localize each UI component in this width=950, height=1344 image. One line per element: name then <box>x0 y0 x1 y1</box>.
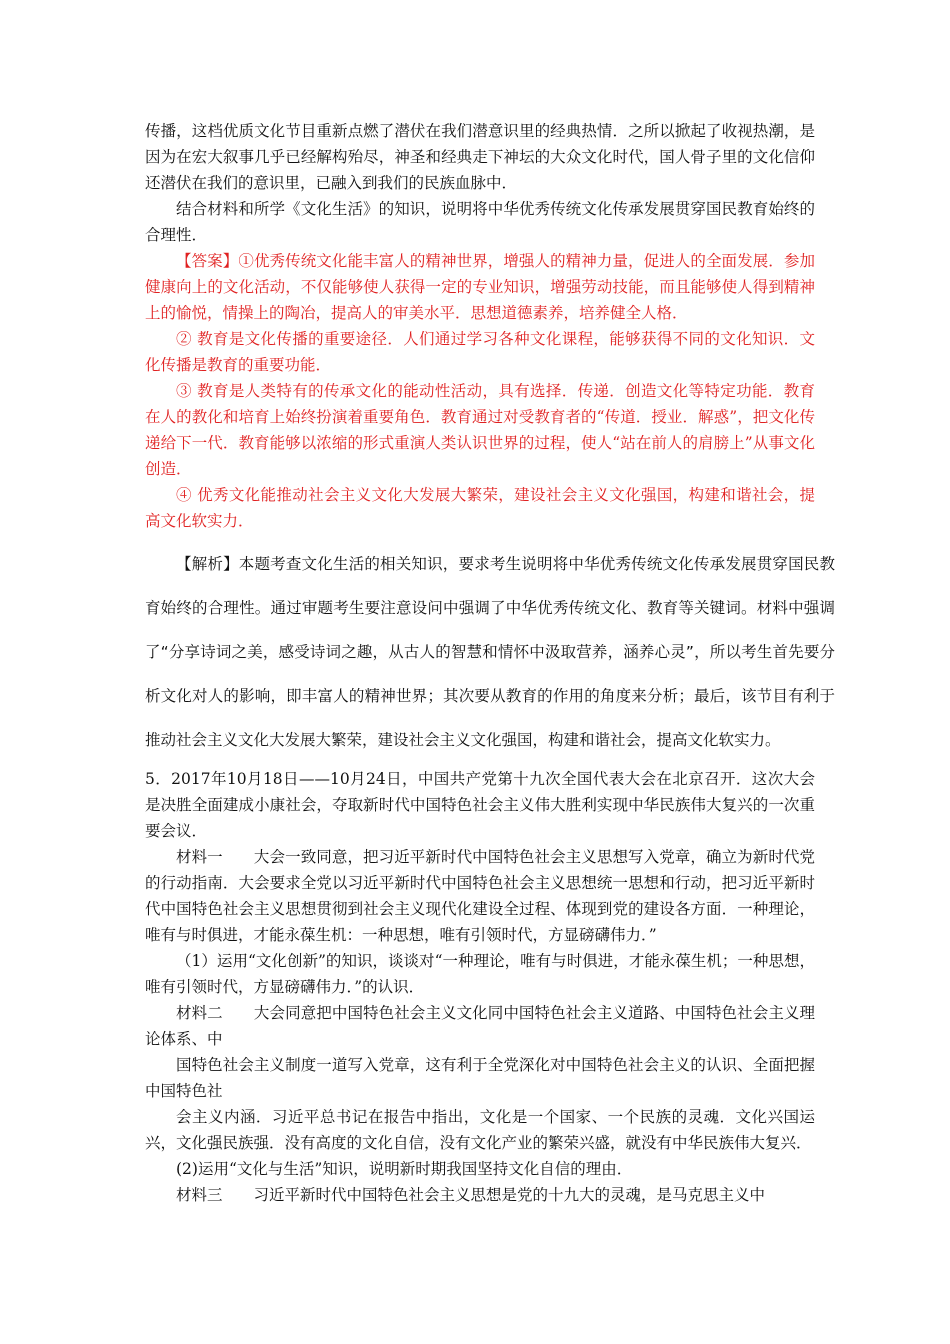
document-page <box>145 118 835 1208</box>
q5-material-2a: 材料二 大会同意把中国特色社会主义文化同中国特色社会主义道路、中国特色社会主义理论体系、中 <box>145 1004 815 1048</box>
answer-point-4: ④ 优秀文化能推动社会主义文化大发展大繁荣，建设社会主义文化强国，构建和谐社会，提高文化软实力． <box>145 486 815 530</box>
q5-sub-question-2: (2)运用“文化与生活”知识，说明新时期我国坚持文化自信的理由． <box>176 1160 633 1178</box>
q5-stem: 5．2017年10月18日——10月24日，中国共产党第十九次全国代表大会在北京召开．这次大会是决胜全面建成小康社会，夺取新时代中国特色社会主义伟大胜利实现中华民族伟大复兴的一次重要会议． <box>145 770 815 840</box>
analysis-paragraph: 【解析】本题考查文化生活的相关知识，要求考生说明将中华优秀传统文化传承发展贯穿国民教育始终的合理性。通过审题考生要注意设问中强调了中华优秀传统文化、教育等关键词。材料中强调了“分享诗词之美，感受诗词之趣，从古人的智慧和情怀中汲取营养，涵养心灵”，所以考生首先要分析文化对人的影响，即丰富人的精神世界；其次要从教育的作用的角度来分析；最后，该节目有利于推动社会主义文化大发展大繁荣，建设社会主义文化强国，构建和谐社会，提高文化软实力。 <box>145 555 835 749</box>
q5-material-2b: 国特色社会主义制度一道写入党章，这有利于全党深化对中国特色社会主义的认识、全面把握中国特色社 <box>145 1056 815 1100</box>
answer-label: 【答案】 <box>176 252 239 270</box>
intro-paragraph: 传播，这档优质文化节目重新点燃了潜伏在我们潜意识里的经典热情．之所以掀起了收视热潮，是因为在宏大叙事几乎已经解构殆尽，神圣和经典走下神坛的大众文化时代，国人骨子里的文化信仰还潜伏在我们的意识里，已融入到我们的民族血脉中． <box>145 122 815 192</box>
question-5 <box>145 766 815 1208</box>
q5-material-2c: 会主义内涵．习近平总书记在报告中指出，文化是一个国家、一个民族的灵魂．文化兴国运兴，文化强民族强．没有高度的文化自信，没有文化产业的繁荣兴盛，就没有中华民族伟大复兴． <box>145 1108 815 1152</box>
q5-material-3: 材料三 习近平新时代中国特色社会主义思想是党的十九大的灵魂，是马克思主义中 <box>176 1186 766 1204</box>
q5-sub-question-1: （1）运用“文化创新”的知识，谈谈对“一种理论，唯有与时俱进，才能永葆生机；一种思想，唯有引领时代，方显磅礴伟力．”的认识． <box>145 952 815 996</box>
answer-block <box>145 248 815 534</box>
question-text: 结合材料和所学《文化生活》的知识，说明将中华优秀传统文化传承发展贯穿国民教育始终的合理性． <box>145 200 815 244</box>
answer-point-3: ③ 教育是人类特有的传承文化的能动性活动，具有选择．传递．创造文化等特定功能．教育在人的教化和培育上始终扮演着重要角色．教育通过对受教育者的“传道．授业．解惑”，把文化传递给下一代．教育能够以浓缩的形式重演人类认识世界的过程，使人“站在前人的肩膀上”从事文化创造． <box>145 382 815 478</box>
answer-point-2: ② 教育是文化传播的重要途径．人们通过学习各种文化课程，能够获得不同的文化知识．文化传播是教育的重要功能． <box>145 330 815 374</box>
q5-material-1: 材料一 大会一致同意，把习近平新时代中国特色社会主义思想写入党章，确立为新时代党的行动指南．大会要求全党以习近平新时代中国特色社会主义思想统一思想和行动，把习近平新时代中国特色社会主义思想贯彻到社会主义现代化建设全过程、体现到党的建设各方面．一种理论，唯有与时俱进，才能永葆生机：一种思想，唯有引领时代，方显磅礴伟力．” <box>145 848 815 944</box>
answer-point-1: 【答案】①优秀传统文化能丰富人的精神世界，增强人的精神力量，促进人的全面发展．参加健康向上的文化活动，不仅能够使人获得一定的专业知识，增强劳动技能，而且能够使人得到精神上的愉悦，情操上的陶冶，提高人的审美水平．思想道德素养，培养健全人格． <box>145 252 815 322</box>
